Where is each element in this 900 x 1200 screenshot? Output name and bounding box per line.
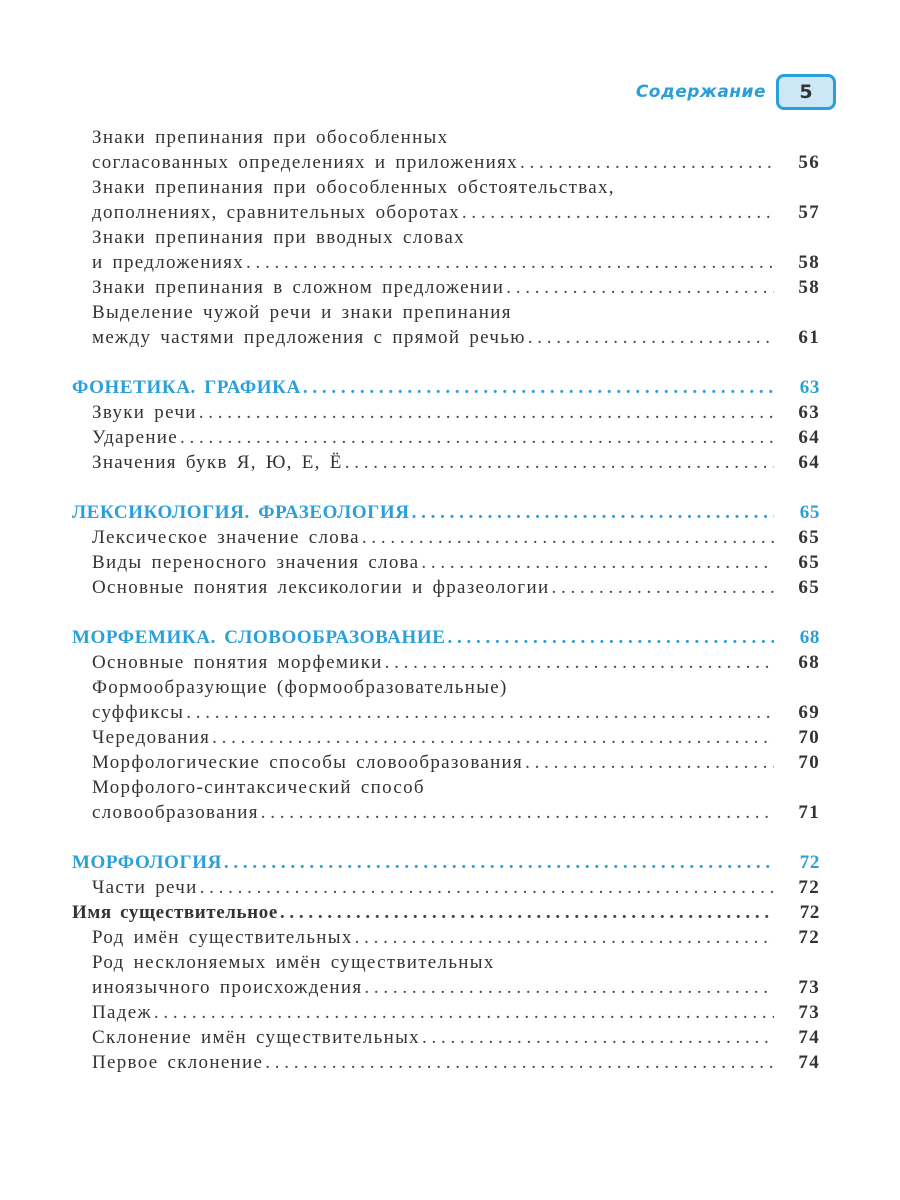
toc-line: [72, 675, 820, 700]
dot-leader: [200, 875, 774, 900]
toc-line: [72, 150, 820, 175]
toc-page-number: 65: [798, 577, 820, 598]
toc-entry-title: МОРФОЛОГИЯ: [72, 852, 222, 873]
dot-leader: [422, 1025, 774, 1050]
toc-page-number: 71: [798, 802, 820, 823]
dot-leader: [385, 650, 774, 675]
toc-entry-title: Виды переносного значения слова: [92, 552, 420, 573]
dot-leader: [412, 500, 774, 525]
toc-line: [72, 175, 820, 200]
toc-entry-title: между частями предложения с прямой речью: [92, 327, 526, 348]
toc-entry[interactable]: [72, 575, 820, 600]
toc-entry-title: Значения букв Я, Ю, Е, Ё: [92, 452, 343, 473]
toc-line: [72, 550, 820, 575]
dot-leader: [212, 725, 774, 750]
toc-line: [72, 875, 820, 900]
toc-entry-title: Падеж: [92, 1002, 152, 1023]
dot-leader: [362, 525, 774, 550]
toc-line: [72, 900, 820, 925]
toc-entry-title: Знаки препинания при вводных словах: [92, 227, 465, 248]
toc-line: [72, 375, 820, 400]
toc-entry-title: МОРФЕМИКА. СЛОВООБРАЗОВАНИЕ: [72, 627, 446, 648]
toc-section: [72, 500, 820, 600]
dot-leader: [462, 200, 774, 225]
toc-page-number: 63: [799, 377, 820, 398]
dot-leader: [224, 850, 774, 875]
toc-line: [72, 400, 820, 425]
dot-leader: [355, 925, 774, 950]
toc-line: [72, 1025, 820, 1050]
toc-page-number: 58: [798, 252, 820, 273]
toc-line: [72, 325, 820, 350]
running-header: [636, 74, 836, 110]
toc-entry-title: согласованных определениях и приложениях: [92, 152, 518, 173]
toc-entry[interactable]: [72, 750, 820, 775]
dot-leader: [551, 575, 774, 600]
dot-leader: [246, 250, 774, 275]
toc-section: [72, 125, 820, 350]
toc-page-number: 64: [798, 452, 820, 473]
dot-leader: [525, 750, 774, 775]
toc-page-number: 74: [798, 1052, 820, 1073]
toc-page-number: 63: [798, 402, 820, 423]
toc-line: [72, 950, 820, 975]
toc-entry-title: Знаки препинания при обособленных обстоятельствах,: [92, 177, 615, 198]
toc-section-heading[interactable]: [72, 625, 820, 650]
toc-entry-title: ФОНЕТИКА. ГРАФИКА: [72, 377, 301, 398]
toc-entry[interactable]: [72, 650, 820, 675]
toc-entry-title: Основные понятия лексикологии и фразеологии: [92, 577, 550, 598]
toc-entry[interactable]: [72, 1050, 820, 1075]
toc-entry-title: Формообразующие (формообразовательные): [92, 677, 508, 698]
toc-section-heading[interactable]: [72, 850, 820, 875]
toc-page-number: 57: [798, 202, 820, 223]
dot-leader: [364, 975, 774, 1000]
toc-page-number: 70: [798, 727, 820, 748]
toc-entry-title: Выделение чужой речи и знаки препинания: [92, 302, 512, 323]
toc-page-number: 65: [799, 502, 820, 523]
toc-page-number: 73: [798, 977, 820, 998]
toc-entry[interactable]: [72, 175, 820, 225]
toc-entry[interactable]: [72, 775, 820, 825]
page-number: 5: [799, 81, 813, 103]
toc-page-number: 68: [798, 652, 820, 673]
toc-line: [72, 525, 820, 550]
toc-entry[interactable]: [72, 900, 820, 925]
toc-line: [72, 775, 820, 800]
toc-page-number: 74: [798, 1027, 820, 1048]
toc-line: [72, 1050, 820, 1075]
dot-leader: [186, 700, 774, 725]
toc-section: [72, 850, 820, 1075]
toc-entry-title: Род несклоняемых имён существительных: [92, 952, 495, 973]
toc-entry-title: Звуки речи: [92, 402, 197, 423]
toc-line: [72, 250, 820, 275]
dot-leader: [261, 800, 774, 825]
toc-entry[interactable]: [72, 400, 820, 425]
toc-line: [72, 650, 820, 675]
toc-page-number: 56: [798, 152, 820, 173]
toc-section: [72, 375, 820, 475]
toc-entry[interactable]: [72, 275, 820, 300]
toc-line: [72, 925, 820, 950]
toc-entry-title: Морфолого-синтаксический способ: [92, 777, 425, 798]
toc-entry[interactable]: [72, 550, 820, 575]
toc-page-number: 61: [798, 327, 820, 348]
toc-line: [72, 125, 820, 150]
toc-line: [72, 625, 820, 650]
toc-page-number: 65: [798, 527, 820, 548]
toc-entry[interactable]: [72, 125, 820, 175]
toc-entry-title: Основные понятия морфемики: [92, 652, 383, 673]
toc-page-number: 68: [799, 627, 820, 648]
toc-entry[interactable]: [72, 425, 820, 450]
toc-line: [72, 725, 820, 750]
dot-leader: [345, 450, 774, 475]
toc-entry[interactable]: [72, 525, 820, 550]
toc-page-number: 72: [799, 852, 820, 873]
table-of-contents: [72, 125, 820, 1100]
toc-line: [72, 575, 820, 600]
dot-leader: [303, 375, 774, 400]
toc-entry-title: Первое склонение: [92, 1052, 264, 1073]
toc-page-number: 64: [798, 427, 820, 448]
toc-page-number: 65: [798, 552, 820, 573]
dot-leader: [506, 275, 774, 300]
toc-page-number: 72: [799, 902, 820, 923]
toc-entry[interactable]: [72, 450, 820, 475]
toc-line: [72, 300, 820, 325]
dot-leader: [448, 625, 774, 650]
toc-line: [72, 800, 820, 825]
toc-page-number: 72: [798, 877, 820, 898]
toc-entry[interactable]: [72, 225, 820, 275]
toc-page-number: 69: [798, 702, 820, 723]
toc-entry-title: Знаки препинания в сложном предложении: [92, 277, 505, 298]
toc-entry[interactable]: [72, 925, 820, 950]
toc-entry[interactable]: [72, 725, 820, 750]
dot-leader: [528, 325, 774, 350]
dot-leader: [180, 425, 774, 450]
toc-entry-title: Лексическое значение слова: [92, 527, 360, 548]
toc-entry-title: иноязычного происхождения: [92, 977, 363, 998]
toc-entry-title: Род имён существительных: [92, 927, 353, 948]
toc-entry[interactable]: [72, 950, 820, 1000]
toc-line: [72, 850, 820, 875]
toc-line: [72, 975, 820, 1000]
toc-entry-title: Чередования: [92, 727, 211, 748]
toc-line: [72, 425, 820, 450]
toc-line: [72, 1000, 820, 1025]
toc-entry-title: Части речи: [92, 877, 198, 898]
toc-entry[interactable]: [72, 675, 820, 725]
toc-entry-title: словообразования: [92, 802, 259, 823]
toc-entry-title: Ударение: [92, 427, 178, 448]
dot-leader: [280, 900, 774, 925]
dot-leader: [154, 1000, 774, 1025]
toc-entry-title: Знаки препинания при обособленных: [92, 127, 449, 148]
toc-entry-title: и предложениях: [92, 252, 245, 273]
toc-entry[interactable]: [72, 875, 820, 900]
toc-line: [72, 225, 820, 250]
toc-entry-title: Склонение имён существительных: [92, 1027, 420, 1048]
toc-entry-title: Морфологические способы словообразования: [92, 752, 524, 773]
dot-leader: [265, 1050, 774, 1075]
toc-line: [72, 450, 820, 475]
dot-leader: [520, 150, 774, 175]
toc-entry-title: дополнениях, сравнительных оборотах: [92, 202, 460, 223]
header-title: Содержание: [635, 82, 766, 102]
toc-line: [72, 700, 820, 725]
page-number-badge: [776, 74, 836, 110]
toc-line: [72, 200, 820, 225]
toc-line: [72, 275, 820, 300]
toc-entry[interactable]: [72, 1025, 820, 1050]
toc-entry[interactable]: [72, 300, 820, 350]
toc-page-number: 70: [798, 752, 820, 773]
toc-section-heading[interactable]: [72, 500, 820, 525]
dot-leader: [199, 400, 774, 425]
toc-entry[interactable]: [72, 1000, 820, 1025]
toc-line: [72, 750, 820, 775]
toc-line: [72, 500, 820, 525]
toc-page-number: 73: [798, 1002, 820, 1023]
toc-page-number: 58: [798, 277, 820, 298]
toc-entry-title: Имя существительное: [72, 902, 278, 923]
toc-page-number: 72: [798, 927, 820, 948]
toc-section: [72, 625, 820, 825]
toc-entry-title: ЛЕКСИКОЛОГИЯ. ФРАЗЕОЛОГИЯ: [72, 502, 410, 523]
toc-section-heading[interactable]: [72, 375, 820, 400]
dot-leader: [421, 550, 774, 575]
toc-entry-title: суффиксы: [92, 702, 185, 723]
